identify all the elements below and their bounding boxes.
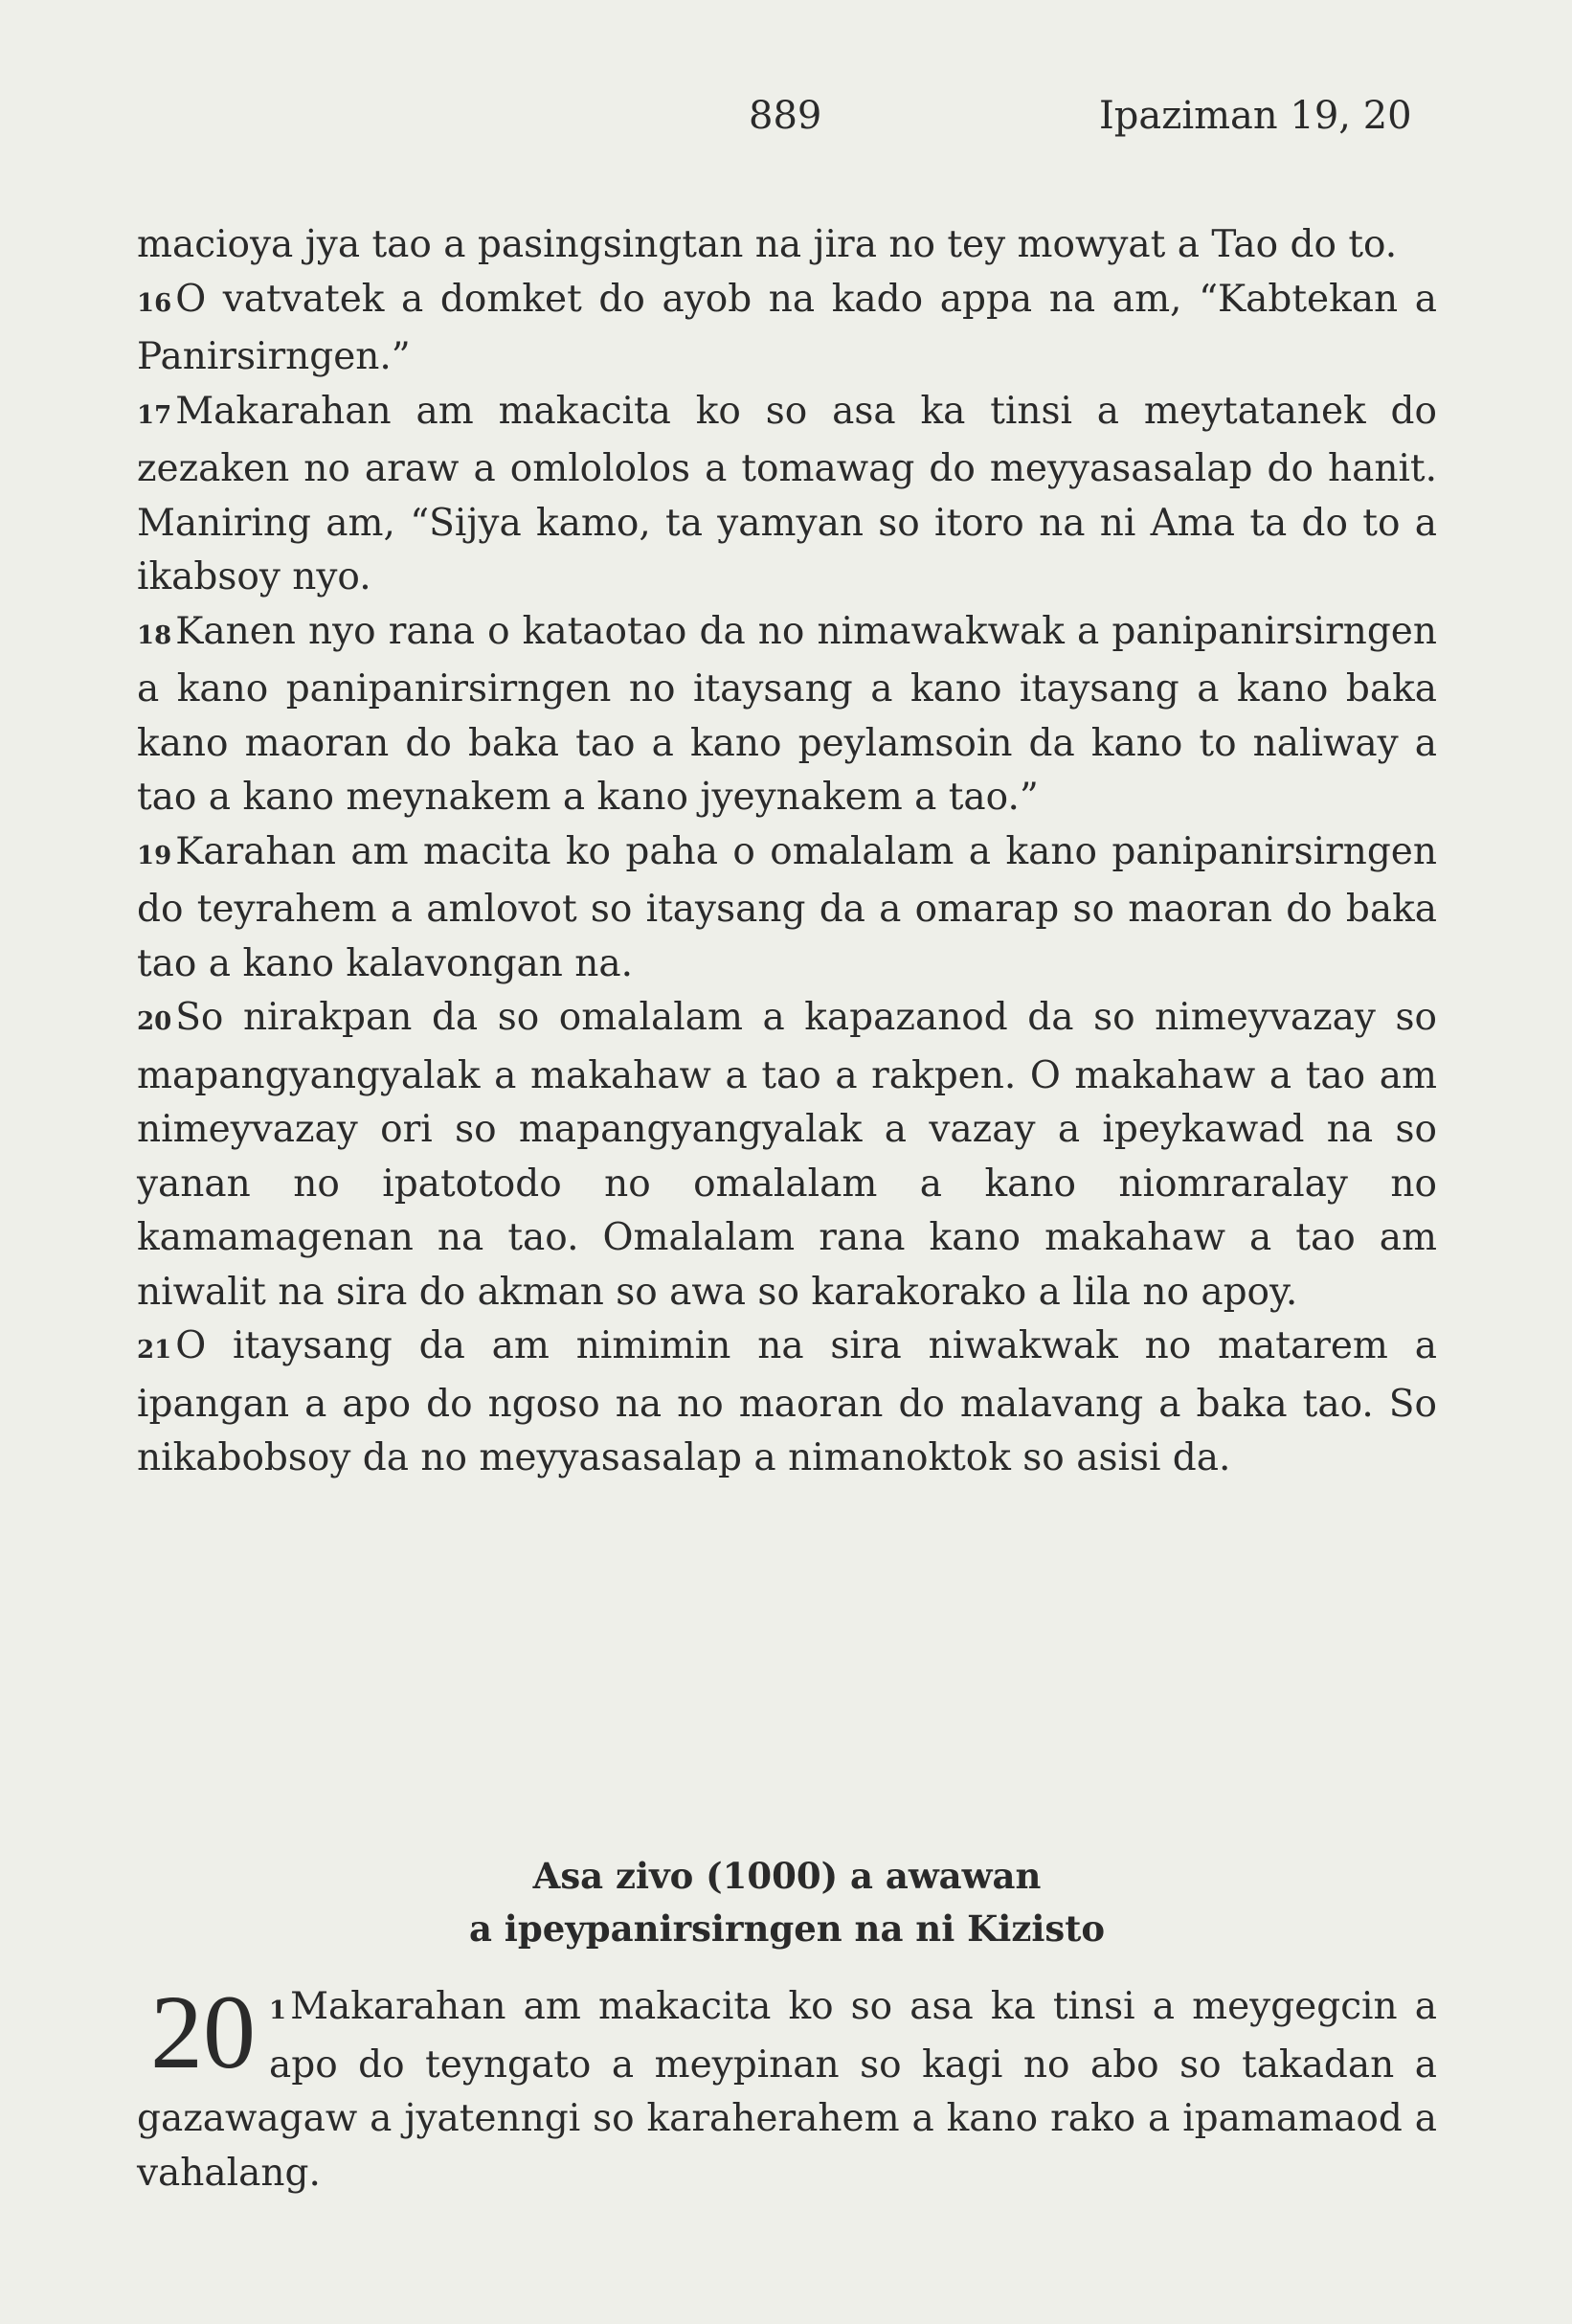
verse-number: 19: [137, 841, 172, 870]
verse-number: 16: [137, 288, 172, 318]
verse-18: [137, 605, 1437, 825]
chapter-20: [137, 1974, 1437, 2200]
paragraph-continuation: [137, 218, 1437, 273]
verse-text: O vatvatek a domket do ayob na kado appa na am, “Kabtekan a Panirsirngen.”: [137, 277, 1437, 378]
page-number: 889: [749, 94, 822, 138]
verse-21: [137, 1320, 1437, 1486]
verse-16: [137, 273, 1437, 385]
verse-text: Makarahan am makacita ko so asa ka tinsi a meygegcin a apo do teyngato a meypinan so kagi no abo so takadan a gazawagaw a jyatenngi so karaherahem a kano rako a ipamamaod a vahalang.: [137, 1985, 1437, 2195]
running-head: Ipaziman 19, 20: [1099, 94, 1412, 138]
verse-text: Karahan am macita ko paha o omalalam a kano panipanirsirngen do teyrahem a amlovot so itaysang da a omarap so maoran do baka tao a kano kalavongan na.: [137, 829, 1437, 985]
page-header: [0, 94, 1572, 151]
verse-number: 21: [137, 1336, 172, 1365]
verse-number: 20: [137, 1007, 172, 1036]
section-heading: [137, 1850, 1437, 1955]
chapter-number: 20: [150, 1974, 256, 2090]
verse-text: Makarahan am makacita ko so asa ka tinsi a meytatanek do zezaken no araw a omlololos a tomawag do meyyasasalap do hanit. Maniring am, “Sijya kamo, ta yamyan so itoro na ni Ama ta do to a ikabsoy nyo.: [137, 389, 1437, 598]
verse-text: Kanen nyo rana o kataotao da no nimawakwak a panipanirsirngen a kano panipanirsirngen no itaysang a kano itaysang a kano baka kano maoran do baka tao a kano peylamsoin da kano to naliway a tao a kano meynakem a kano jyeynakem a tao.”: [137, 609, 1437, 819]
verse-20: [137, 991, 1437, 1320]
verse-text: So nirakpan da so omalalam a kapazanod da so nimeyvazay so mapangyangyalak a makahaw a tao a rakpen. O makahaw a tao am nimeyvazay ori so mapangyangyalak a vazay a ipeykawad na so yanan no ipatotodo no omalalam a kano niomraralay no kamamagenan na tao. Omalalam rana kano makahaw a tao am niwalit na sira do akman so awa so karakorako a lila no apoy.: [137, 996, 1437, 1314]
verse-number: 1: [269, 1997, 287, 2025]
section-heading-line-1: Asa zivo (1000) a awawan: [532, 1855, 1042, 1897]
verse-text: macioya jya tao a pasingsingtan na jira no tey mowyat a Tao do to.: [137, 223, 1398, 266]
verse-text: O itaysang da am nimimin na sira niwakwak no matarem a ipangan a apo do ngoso na no maoran do malavang a baka tao. So nikabobsoy da no meyyasasalap a nimanoktok so asisi da.: [137, 1324, 1437, 1479]
verse-19: [137, 825, 1437, 992]
verse-number: 18: [137, 620, 172, 650]
section-heading-line-2: a ipeypanirsirngen na ni Kizisto: [468, 1907, 1106, 1950]
scripture-text: [137, 218, 1437, 1486]
verse-17: [137, 385, 1437, 605]
verse-number: 17: [137, 400, 172, 430]
